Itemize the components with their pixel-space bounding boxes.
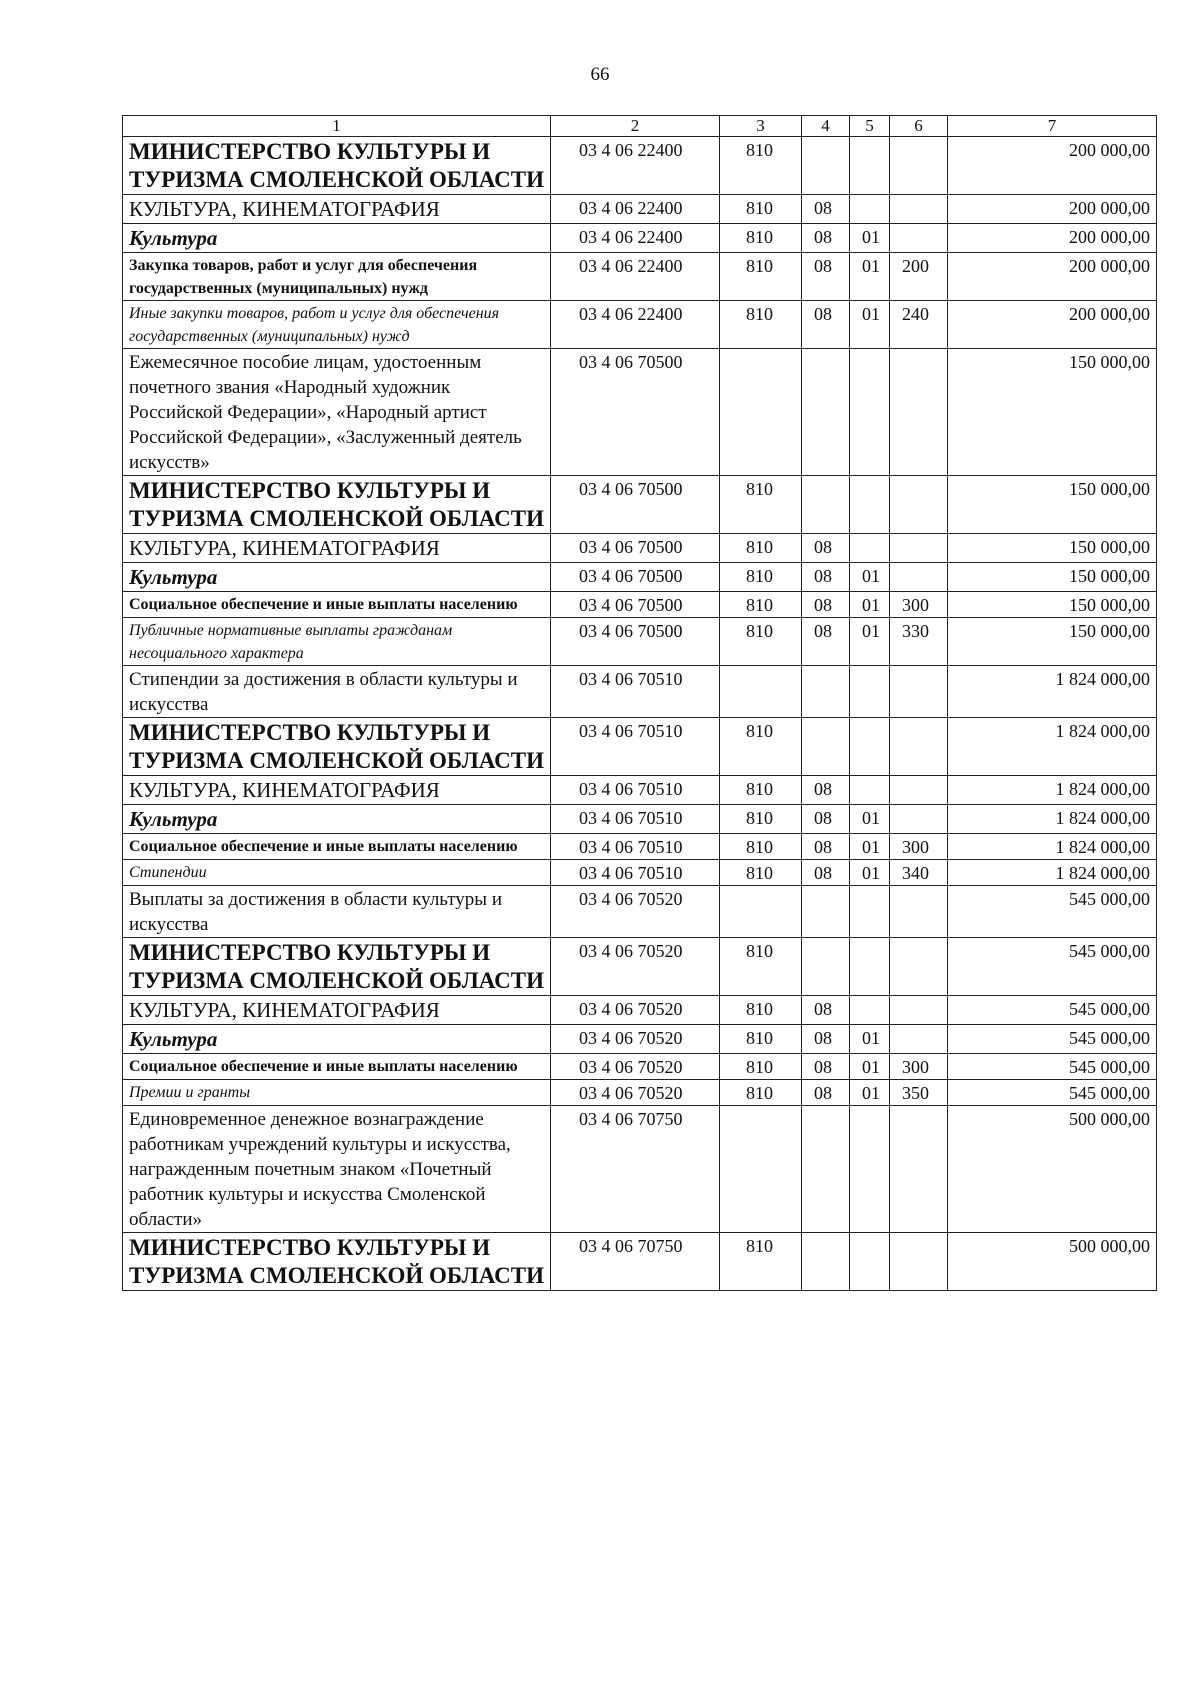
- department-code-cell: [720, 886, 802, 938]
- table-row: [123, 1054, 1157, 1080]
- row-name-cell: Выплаты за достижения в области культуры и искусства: [123, 886, 551, 938]
- section-code-cell: [802, 666, 850, 718]
- expense-type-code-cell: [890, 195, 948, 224]
- row-name-cell: Культура: [123, 224, 551, 253]
- table-row: [123, 996, 1157, 1025]
- section-code-cell: 08: [802, 1025, 850, 1054]
- table-row: [123, 805, 1157, 834]
- subsection-code-cell: 01: [850, 834, 890, 860]
- department-code-cell: 810: [720, 834, 802, 860]
- expense-type-code-cell: [890, 938, 948, 996]
- expense-type-code-cell: [890, 534, 948, 563]
- row-name-cell: Культура: [123, 805, 551, 834]
- subsection-code-cell: [850, 349, 890, 476]
- subsection-code-cell: 01: [850, 805, 890, 834]
- row-name-cell: МИНИСТЕРСТВО КУЛЬТУРЫ И ТУРИЗМА СМОЛЕНСКОЙ ОБЛАСТИ: [123, 137, 551, 195]
- section-code-cell: [802, 1106, 850, 1233]
- row-name-cell: КУЛЬТУРА, КИНЕМАТОГРАФИЯ: [123, 534, 551, 563]
- expense-type-code-cell: [890, 349, 948, 476]
- row-name-cell: Единовременное денежное вознаграждение работникам учреждений культуры и искусства, награжденным почетным знаком «Почетный работник культуры и искусства Смоленской области»: [123, 1106, 551, 1233]
- target-article-code-cell: 03 4 06 70500: [551, 349, 720, 476]
- department-code-cell: 810: [720, 618, 802, 666]
- section-code-cell: 08: [802, 592, 850, 618]
- amount-cell: 545 000,00: [948, 1025, 1157, 1054]
- section-code-cell: 08: [802, 253, 850, 301]
- table-row: [123, 224, 1157, 253]
- expense-type-code-cell: 300: [890, 834, 948, 860]
- row-name-cell: Социальное обеспечение и иные выплаты населению: [123, 834, 551, 860]
- subsection-code-cell: 01: [850, 618, 890, 666]
- department-code-cell: 810: [720, 301, 802, 349]
- subsection-code-cell: [850, 666, 890, 718]
- table-row: [123, 253, 1157, 301]
- subsection-code-cell: 01: [850, 1054, 890, 1080]
- amount-cell: 545 000,00: [948, 996, 1157, 1025]
- amount-cell: 1 824 000,00: [948, 718, 1157, 776]
- table-row: [123, 860, 1157, 886]
- expense-type-code-cell: 240: [890, 301, 948, 349]
- table-row: [123, 137, 1157, 195]
- department-code-cell: 810: [720, 224, 802, 253]
- expense-type-code-cell: [890, 224, 948, 253]
- section-code-cell: 08: [802, 776, 850, 805]
- target-article-code-cell: 03 4 06 70510: [551, 834, 720, 860]
- row-name-cell: МИНИСТЕРСТВО КУЛЬТУРЫ И ТУРИЗМА СМОЛЕНСКОЙ ОБЛАСТИ: [123, 1233, 551, 1291]
- amount-cell: 150 000,00: [948, 534, 1157, 563]
- target-article-code-cell: 03 4 06 70520: [551, 938, 720, 996]
- target-article-code-cell: 03 4 06 70520: [551, 886, 720, 938]
- amount-cell: 150 000,00: [948, 563, 1157, 592]
- amount-cell: 545 000,00: [948, 1054, 1157, 1080]
- expense-type-code-cell: 340: [890, 860, 948, 886]
- target-article-code-cell: 03 4 06 22400: [551, 224, 720, 253]
- amount-cell: 500 000,00: [948, 1106, 1157, 1233]
- target-article-code-cell: 03 4 06 70500: [551, 592, 720, 618]
- department-code-cell: 810: [720, 996, 802, 1025]
- column-header: 4: [802, 116, 850, 137]
- row-name-cell: КУЛЬТУРА, КИНЕМАТОГРАФИЯ: [123, 996, 551, 1025]
- section-code-cell: 08: [802, 224, 850, 253]
- amount-cell: 200 000,00: [948, 195, 1157, 224]
- expense-type-code-cell: 300: [890, 592, 948, 618]
- table-row: [123, 1233, 1157, 1291]
- section-code-cell: [802, 938, 850, 996]
- expense-type-code-cell: 200: [890, 253, 948, 301]
- row-name-cell: Закупка товаров, работ и услуг для обеспечения государственных (муниципальных) нужд: [123, 253, 551, 301]
- target-article-code-cell: 03 4 06 70510: [551, 666, 720, 718]
- section-code-cell: 08: [802, 996, 850, 1025]
- target-article-code-cell: 03 4 06 22400: [551, 195, 720, 224]
- row-name-cell: МИНИСТЕРСТВО КУЛЬТУРЫ И ТУРИЗМА СМОЛЕНСКОЙ ОБЛАСТИ: [123, 938, 551, 996]
- row-name-cell: Культура: [123, 1025, 551, 1054]
- column-header: 7: [948, 116, 1157, 137]
- section-code-cell: 08: [802, 301, 850, 349]
- target-article-code-cell: 03 4 06 70520: [551, 1080, 720, 1106]
- column-header: 3: [720, 116, 802, 137]
- row-name-cell: Стипендии: [123, 860, 551, 886]
- amount-cell: 500 000,00: [948, 1233, 1157, 1291]
- target-article-code-cell: 03 4 06 70520: [551, 1025, 720, 1054]
- section-code-cell: 08: [802, 1054, 850, 1080]
- section-code-cell: 08: [802, 534, 850, 563]
- subsection-code-cell: [850, 938, 890, 996]
- target-article-code-cell: 03 4 06 70520: [551, 996, 720, 1025]
- section-code-cell: 08: [802, 195, 850, 224]
- amount-cell: 1 824 000,00: [948, 805, 1157, 834]
- amount-cell: 200 000,00: [948, 224, 1157, 253]
- row-name-cell: Иные закупки товаров, работ и услуг для обеспечения государственных (муниципальных) нужд: [123, 301, 551, 349]
- subsection-code-cell: [850, 195, 890, 224]
- amount-cell: 150 000,00: [948, 476, 1157, 534]
- row-name-cell: Премии и гранты: [123, 1080, 551, 1106]
- section-code-cell: 08: [802, 834, 850, 860]
- target-article-code-cell: 03 4 06 70510: [551, 776, 720, 805]
- target-article-code-cell: 03 4 06 70500: [551, 534, 720, 563]
- table-row: [123, 886, 1157, 938]
- section-code-cell: 08: [802, 618, 850, 666]
- subsection-code-cell: [850, 534, 890, 563]
- table-row: [123, 476, 1157, 534]
- department-code-cell: [720, 1106, 802, 1233]
- department-code-cell: 810: [720, 776, 802, 805]
- amount-cell: 200 000,00: [948, 301, 1157, 349]
- amount-cell: 150 000,00: [948, 618, 1157, 666]
- section-code-cell: 08: [802, 805, 850, 834]
- department-code-cell: 810: [720, 938, 802, 996]
- table-row: [123, 834, 1157, 860]
- expense-type-code-cell: [890, 1233, 948, 1291]
- expense-type-code-cell: 350: [890, 1080, 948, 1106]
- department-code-cell: 810: [720, 137, 802, 195]
- target-article-code-cell: 03 4 06 22400: [551, 137, 720, 195]
- department-code-cell: [720, 666, 802, 718]
- target-article-code-cell: 03 4 06 22400: [551, 301, 720, 349]
- department-code-cell: 810: [720, 592, 802, 618]
- target-article-code-cell: 03 4 06 70500: [551, 618, 720, 666]
- expense-type-code-cell: [890, 563, 948, 592]
- page-number: 66: [590, 64, 610, 85]
- table-row: [123, 666, 1157, 718]
- amount-cell: 545 000,00: [948, 938, 1157, 996]
- amount-cell: 200 000,00: [948, 253, 1157, 301]
- expense-type-code-cell: [890, 996, 948, 1025]
- expense-type-code-cell: [890, 476, 948, 534]
- expense-type-code-cell: [890, 137, 948, 195]
- section-code-cell: [802, 718, 850, 776]
- amount-cell: 150 000,00: [948, 349, 1157, 476]
- subsection-code-cell: [850, 137, 890, 195]
- subsection-code-cell: 01: [850, 1080, 890, 1106]
- row-name-cell: КУЛЬТУРА, КИНЕМАТОГРАФИЯ: [123, 776, 551, 805]
- column-header: 6: [890, 116, 948, 137]
- subsection-code-cell: 01: [850, 301, 890, 349]
- department-code-cell: 810: [720, 1054, 802, 1080]
- expense-type-code-cell: [890, 886, 948, 938]
- expense-type-code-cell: [890, 718, 948, 776]
- department-code-cell: 810: [720, 476, 802, 534]
- department-code-cell: 810: [720, 1080, 802, 1106]
- table-row: [123, 1025, 1157, 1054]
- subsection-code-cell: 01: [850, 860, 890, 886]
- section-code-cell: 08: [802, 563, 850, 592]
- row-name-cell: Публичные нормативные выплаты гражданам несоциального характера: [123, 618, 551, 666]
- expense-type-code-cell: [890, 666, 948, 718]
- target-article-code-cell: 03 4 06 22400: [551, 253, 720, 301]
- row-name-cell: Социальное обеспечение и иные выплаты населению: [123, 1054, 551, 1080]
- expense-type-code-cell: 330: [890, 618, 948, 666]
- amount-cell: 1 824 000,00: [948, 666, 1157, 718]
- subsection-code-cell: [850, 476, 890, 534]
- table-row: [123, 349, 1157, 476]
- subsection-code-cell: [850, 1106, 890, 1233]
- table-row: [123, 618, 1157, 666]
- department-code-cell: 810: [720, 860, 802, 886]
- amount-cell: 1 824 000,00: [948, 834, 1157, 860]
- department-code-cell: 810: [720, 534, 802, 563]
- subsection-code-cell: [850, 1233, 890, 1291]
- amount-cell: 1 824 000,00: [948, 776, 1157, 805]
- amount-cell: 545 000,00: [948, 1080, 1157, 1106]
- table-row: [123, 534, 1157, 563]
- row-name-cell: Ежемесячное пособие лицам, удостоенным почетного звания «Народный художник Российской Федерации», «Народный артист Российской Федерации», «Заслуженный деятель искусств»: [123, 349, 551, 476]
- table-row: [123, 195, 1157, 224]
- column-header: 2: [551, 116, 720, 137]
- subsection-code-cell: 01: [850, 253, 890, 301]
- department-code-cell: 810: [720, 1025, 802, 1054]
- subsection-code-cell: [850, 886, 890, 938]
- section-code-cell: [802, 349, 850, 476]
- subsection-code-cell: [850, 776, 890, 805]
- subsection-code-cell: 01: [850, 592, 890, 618]
- table-row: [123, 776, 1157, 805]
- target-article-code-cell: 03 4 06 70500: [551, 563, 720, 592]
- department-code-cell: 810: [720, 253, 802, 301]
- subsection-code-cell: 01: [850, 563, 890, 592]
- subsection-code-cell: [850, 718, 890, 776]
- amount-cell: 150 000,00: [948, 592, 1157, 618]
- section-code-cell: [802, 1233, 850, 1291]
- column-header: 5: [850, 116, 890, 137]
- department-code-cell: 810: [720, 1233, 802, 1291]
- row-name-cell: КУЛЬТУРА, КИНЕМАТОГРАФИЯ: [123, 195, 551, 224]
- target-article-code-cell: 03 4 06 70520: [551, 1054, 720, 1080]
- row-name-cell: Стипендии за достижения в области культуры и искусства: [123, 666, 551, 718]
- table-row: [123, 1106, 1157, 1233]
- table-row: [123, 592, 1157, 618]
- section-code-cell: 08: [802, 1080, 850, 1106]
- section-code-cell: [802, 886, 850, 938]
- amount-cell: 200 000,00: [948, 137, 1157, 195]
- expense-type-code-cell: [890, 776, 948, 805]
- department-code-cell: 810: [720, 195, 802, 224]
- amount-cell: 545 000,00: [948, 886, 1157, 938]
- row-name-cell: МИНИСТЕРСТВО КУЛЬТУРЫ И ТУРИЗМА СМОЛЕНСКОЙ ОБЛАСТИ: [123, 476, 551, 534]
- expense-type-code-cell: 300: [890, 1054, 948, 1080]
- expense-type-code-cell: [890, 805, 948, 834]
- budget-table: [122, 115, 1157, 1291]
- department-code-cell: [720, 349, 802, 476]
- department-code-cell: 810: [720, 563, 802, 592]
- row-name-cell: Культура: [123, 563, 551, 592]
- target-article-code-cell: 03 4 06 70510: [551, 805, 720, 834]
- table-header-row: [123, 116, 1157, 137]
- target-article-code-cell: 03 4 06 70510: [551, 860, 720, 886]
- amount-cell: 1 824 000,00: [948, 860, 1157, 886]
- target-article-code-cell: 03 4 06 70750: [551, 1233, 720, 1291]
- expense-type-code-cell: [890, 1106, 948, 1233]
- subsection-code-cell: 01: [850, 1025, 890, 1054]
- section-code-cell: 08: [802, 860, 850, 886]
- subsection-code-cell: 01: [850, 224, 890, 253]
- column-header: 1: [123, 116, 551, 137]
- target-article-code-cell: 03 4 06 70510: [551, 718, 720, 776]
- table-row: [123, 718, 1157, 776]
- section-code-cell: [802, 137, 850, 195]
- table-row: [123, 1080, 1157, 1106]
- department-code-cell: 810: [720, 718, 802, 776]
- target-article-code-cell: 03 4 06 70750: [551, 1106, 720, 1233]
- table-row: [123, 563, 1157, 592]
- subsection-code-cell: [850, 996, 890, 1025]
- table-row: [123, 301, 1157, 349]
- table-row: [123, 938, 1157, 996]
- expense-type-code-cell: [890, 1025, 948, 1054]
- department-code-cell: 810: [720, 805, 802, 834]
- row-name-cell: Социальное обеспечение и иные выплаты населению: [123, 592, 551, 618]
- section-code-cell: [802, 476, 850, 534]
- target-article-code-cell: 03 4 06 70500: [551, 476, 720, 534]
- row-name-cell: МИНИСТЕРСТВО КУЛЬТУРЫ И ТУРИЗМА СМОЛЕНСКОЙ ОБЛАСТИ: [123, 718, 551, 776]
- table-body: [123, 116, 1157, 1291]
